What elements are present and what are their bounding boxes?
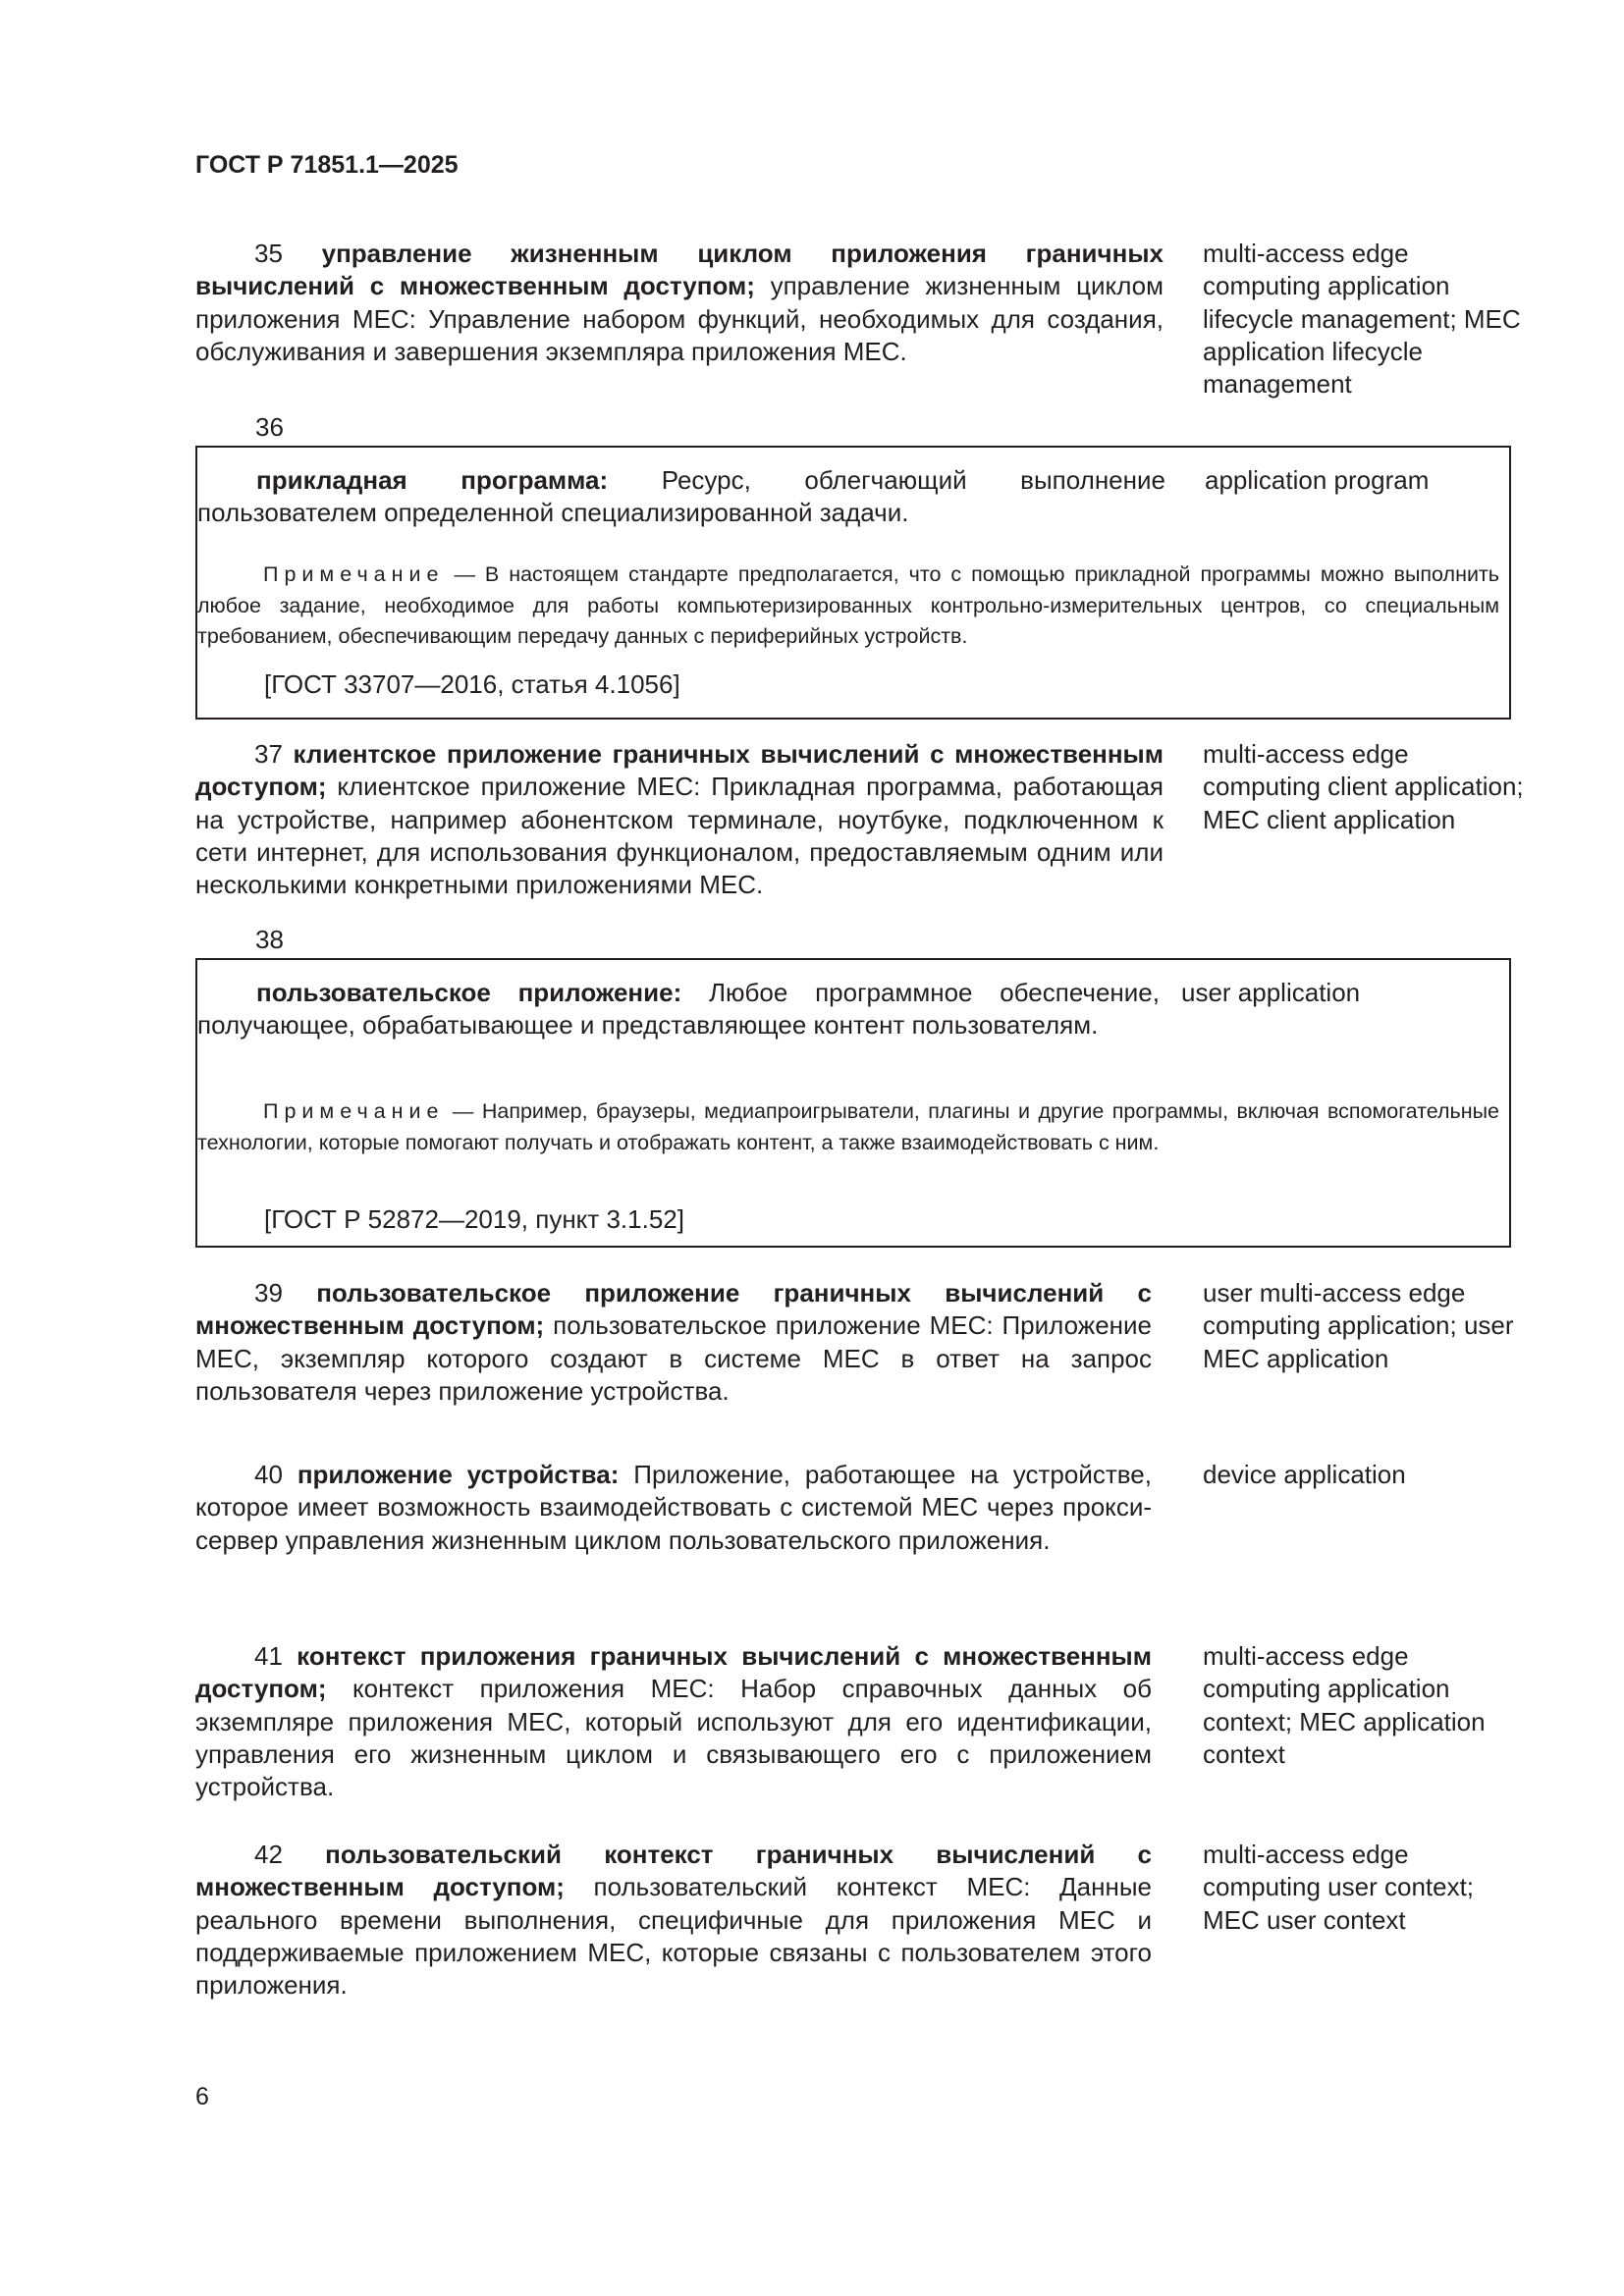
term-number: 39 xyxy=(254,1278,283,1308)
term-name: пользовательское приложение граничных вычислений с множественным доступом; xyxy=(195,1278,1152,1341)
note-label: Примечание xyxy=(263,562,445,586)
document-title: ГОСТ Р 71851.1—2025 xyxy=(195,151,459,179)
term-number: 38 xyxy=(255,925,284,954)
term-definition xyxy=(195,738,1164,901)
term-body: контекст приложения MEC: Набор справочных данных об экземпляре приложения MEC, который используют для его идентификации, управления его жизненным циклом и связывающего его с приложением устройства. xyxy=(195,1674,1152,1802)
term-name: прикладная программа: xyxy=(256,465,609,495)
term-english: multi-access edge computing user context; MEC user context xyxy=(1203,1840,1475,1935)
term-definition xyxy=(195,1640,1152,1803)
term-definition xyxy=(197,977,1160,1042)
term-definition xyxy=(197,464,1165,530)
page-number: 6 xyxy=(195,2083,209,2110)
term-body: пользовательское приложение MEC: Приложение MEC, экземпляр которого создают в системе MEC в ответ на запрос пользователя через приложение устройства. xyxy=(195,1310,1152,1406)
term-body: клиентское приложение MEC: Прикладная программа, работающая на устройстве, например абонентском терминале, ноутбуке, подключенном к сети интернет, для использования функционалом, предоставляемым одним или несколькими конкретными приложениями MEC. xyxy=(195,772,1164,900)
framed-term-entry xyxy=(195,958,1511,1248)
term-english: device application xyxy=(1203,1460,1406,1489)
term-body: Любое программное обеспечение, получающее, обрабатывающее и представляющее контент пользователям. xyxy=(197,978,1160,1041)
term-definition xyxy=(195,238,1164,368)
term-english: multi-access edge computing client application; MEC client application xyxy=(1203,739,1524,834)
term-name: управление жизненным циклом приложения граничных вычислений с множественным доступом; xyxy=(195,239,1164,301)
term-number: 41 xyxy=(254,1641,283,1671)
term-number: 35 xyxy=(254,239,283,268)
term-source: [ГОСТ Р 52872—2019, пункт 3.1.52] xyxy=(264,1204,684,1234)
term-definition xyxy=(195,1839,1152,2002)
term-number: 40 xyxy=(254,1460,283,1489)
term-name: пользовательское приложение: xyxy=(256,978,682,1007)
term-number: 36 xyxy=(255,412,284,442)
framed-term-entry xyxy=(195,446,1511,720)
term-english: application program xyxy=(1205,465,1430,495)
term-body: управление жизненным циклом приложения MEC: Управление набором функций, необходимых для создания, обслуживания и завершения экземпляра приложения MEC. xyxy=(195,271,1164,366)
term-english: user application xyxy=(1181,978,1361,1007)
term-name: контекст приложения граничных вычислений с множественным доступом; xyxy=(195,1641,1152,1704)
note-label: Примечание xyxy=(263,1099,445,1123)
term-english: multi-access edge computing application context; MEC application context xyxy=(1203,1641,1486,1769)
term-definition xyxy=(195,1277,1152,1408)
term-source: [ГОСТ 33707—2016, статья 4.1056] xyxy=(264,669,680,699)
term-note xyxy=(197,560,1511,653)
term-name: пользовательский контекст граничных вычислений с множественным доступом; xyxy=(195,1840,1152,1902)
term-note xyxy=(197,1096,1511,1158)
term-english: multi-access edge computing application lifecycle management; MEC application lifecycle management xyxy=(1203,239,1521,400)
term-body: пользовательский контекст MEC: Данные реального времени выполнения, специфичные для приложения MEC и поддерживаемые приложением MEC, которые связаны с пользователем этого приложения. xyxy=(195,1872,1152,2001)
term-definition xyxy=(195,1459,1152,1557)
term-english: user multi-access edge computing application; user MEC application xyxy=(1203,1278,1514,1373)
term-name: приложение устройства: xyxy=(297,1460,620,1489)
term-body: Ресурс, облегчающий выполнение пользователем определенной специализированной задачи. xyxy=(197,465,1165,528)
term-number: 37 xyxy=(254,739,283,769)
term-number: 42 xyxy=(254,1840,283,1869)
note-text: — В настоящем стандарте предполагается, что с помощью прикладной программы можно выполнить любое задание, необходимое для работы компьютеризированных контрольно-измерительных центров, со специальным требованием, обеспечивающим передачу данных с периферийных устройств. xyxy=(197,562,1499,649)
term-body: Приложение, работающее на устройстве, которое имеет возможность взаимодействовать с системой MEC через прокси-сервер управления жизненным циклом пользовательского приложения. xyxy=(195,1460,1152,1555)
note-text: — Например, браузеры, медиапроигрыватели, плагины и другие программы, включая вспомогательные технологии, которые помогают получать и отображать контент, а также взаимодействовать с ним. xyxy=(197,1099,1499,1154)
term-name: клиентское приложение граничных вычислений с множественным доступом; xyxy=(195,739,1164,802)
